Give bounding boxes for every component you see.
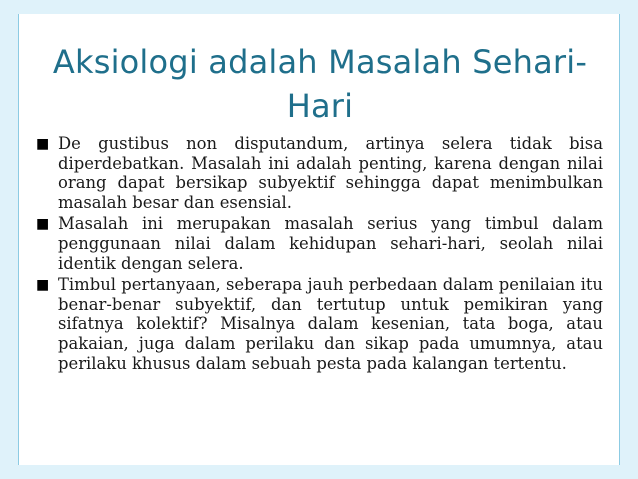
slide-title [40, 40, 600, 128]
background-band-top [0, 0, 638, 14]
title-line-1: Aksiologi adalah Masalah Sehari- [52, 43, 588, 81]
title-line-2: Hari [286, 87, 354, 125]
bullet-item-3 [35, 275, 603, 373]
background-band-left [0, 0, 18, 479]
square-bullet-icon: ■ [36, 277, 50, 294]
bullet-item-2 [35, 214, 603, 273]
background-band-bottom [0, 465, 638, 479]
bullet-list [35, 134, 603, 375]
bullet-text-2: Masalah ini merupakan masalah serius yang timbul dalam penggunaan nilai dalam kehidupan sehari-hari, seolah nilai identik dengan selera. [58, 214, 603, 273]
background-band-right [620, 0, 638, 479]
square-bullet-icon: ■ [36, 136, 50, 152]
square-bullet-icon: ■ [36, 216, 50, 233]
bullet-text-1: De gustibus non disputandum, artinya selera tidak bisa diperdebatkan. Masalah ini adalah penting, karena dengan nilai orang dapat bersikap subyektif sehingga dapat menimbulkan masalah besar dan esensial. [58, 134, 603, 212]
bullet-item-1 [35, 134, 603, 212]
bullet-text-3: Timbul pertanyaan, seberapa jauh perbedaan dalam penilaian itu benar-benar subyektif, dan tertutup untuk pemikiran yang sifatnya kolektif? Misalnya dalam kesenian, tata boga, atau pakaian, juga dalam perilaku dan sikap pada umumnya, atau perilaku khusus dalam sebuah pesta pada kalangan tertentu. [58, 275, 603, 373]
